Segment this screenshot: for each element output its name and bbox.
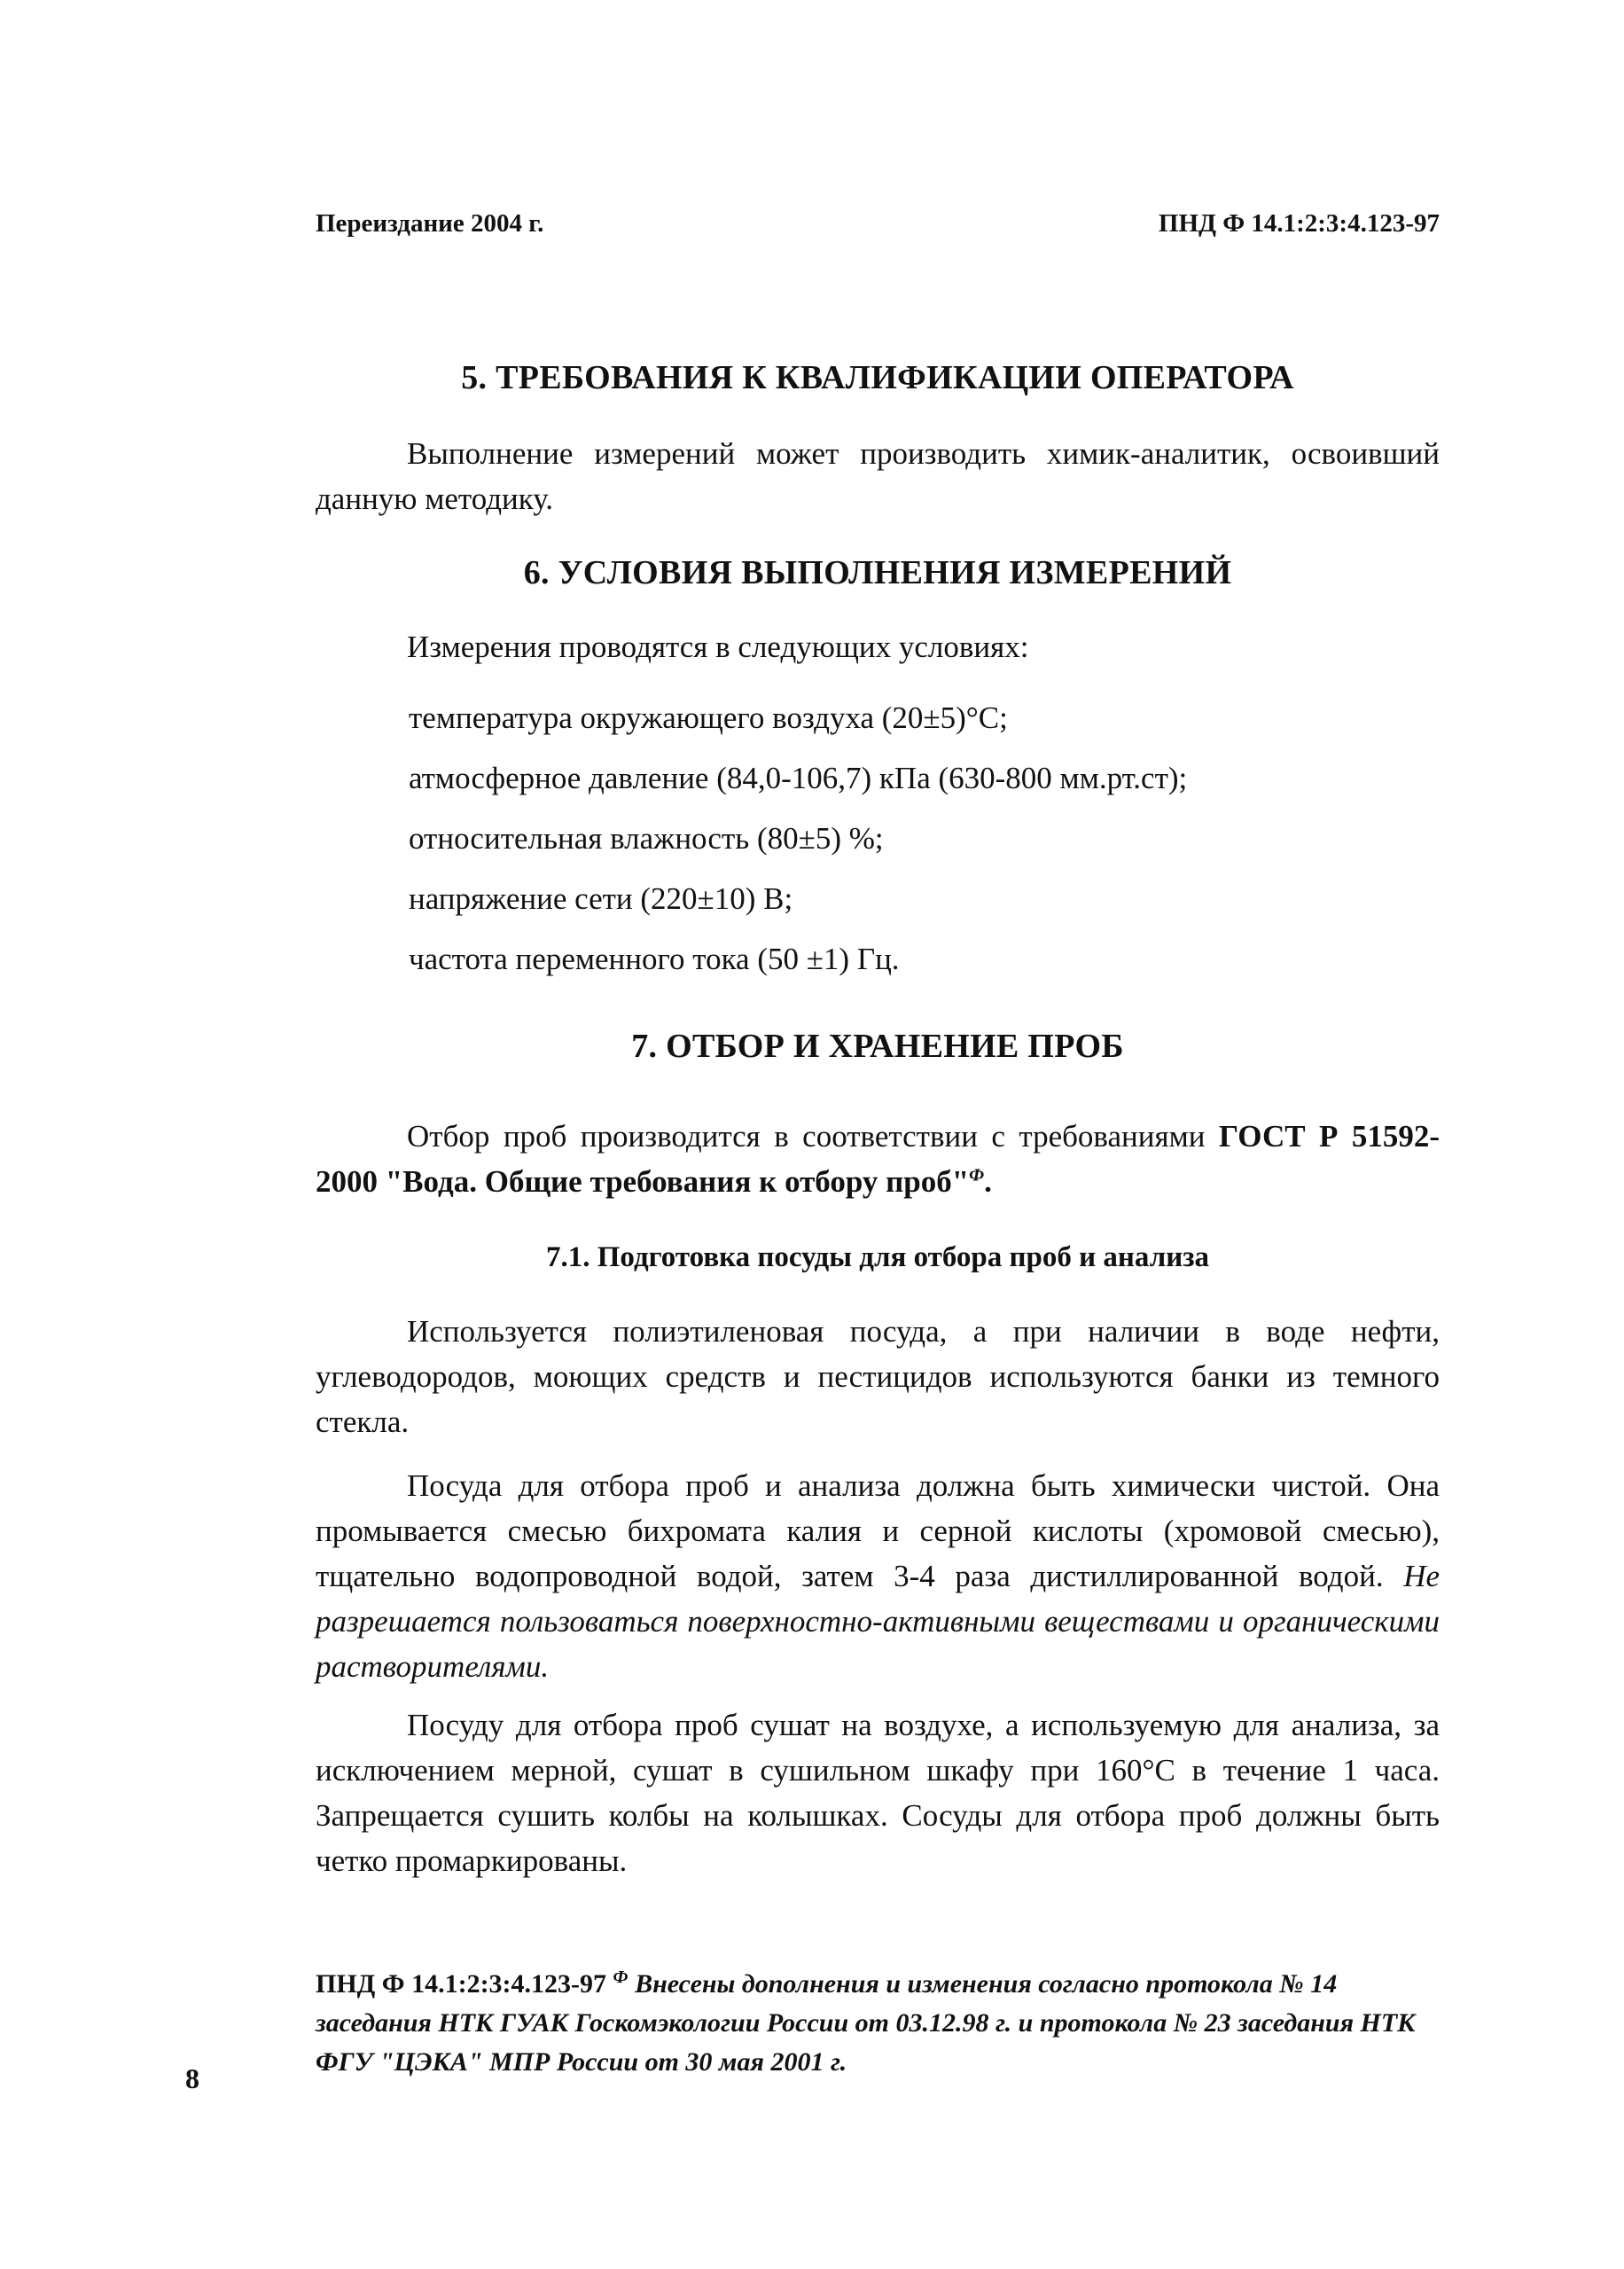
surfactant-warning: Не разрешается пользоваться поверхностно-активными веществами и органическими растворителями. <box>316 1559 1440 1684</box>
section-7-text <box>316 1114 1440 1204</box>
amendment-footnote <box>316 1965 1440 2082</box>
footnote-document-code: ПНД Ф 14.1:2:3:4.123-97 <box>316 1969 607 1999</box>
amendment-mark: Ф <box>969 1165 985 1185</box>
condition-frequency: частота переменного тока (50 ±1) Гц. <box>409 942 900 976</box>
page-header <box>316 209 1440 245</box>
document-code: ПНД Ф 14.1:2:3:4.123-97 <box>1158 209 1440 238</box>
reissue-note: Переиздание 2004 г. <box>316 209 544 238</box>
section-7-1-heading: 7.1. Подготовка посуды для отбора проб и анализа <box>545 1241 1209 1273</box>
section-7-1-paragraph-1: Используется полиэтиленовая посуда, а при наличии в воде нефти, углеводородов, моющих средств и пестицидов используются банки из темного стекла. <box>316 1314 1440 1439</box>
gost-reference: ГОСТ Р 51592-2000 "Вода. Общие требования к отбору проб" <box>316 1119 1440 1199</box>
section-7-text-end: . <box>984 1164 992 1199</box>
footnote-text: Внесены дополнения и изменения согласно протокола № 14 заседания НТК ГУАК Госкомэкологии России от 03.12.98 г. и протокола № 23 заседания НТК ФГУ "ЦЭКА" МПР России от 30 мая 2001 г. <box>316 1969 1416 2077</box>
condition-humidity: относительная влажность (80±5) %; <box>409 821 884 856</box>
condition-voltage: напряжение сети (220±10) В; <box>409 881 793 916</box>
washing-procedure-text: Посуда для отбора проб и анализа должна быть химически чистой. Она промывается смесью бихромата калия и серной кислоты (хромовой смесью), тщательно водопроводной водой, затем 3-4 раза дистиллированной водой. <box>316 1468 1440 1593</box>
section-7-1-paragraph-2 <box>316 1463 1440 1689</box>
section-7-heading: 7. ОТБОР И ХРАНЕНИЕ ПРОБ <box>631 1028 1124 1065</box>
page-number: 8 <box>185 2062 199 2094</box>
condition-pressure: атмосферное давление (84,0-106,7) кПа (630-800 мм.рт.ст); <box>409 761 1188 795</box>
section-6-intro: Измерения проводятся в следующих условиях: <box>407 630 1029 664</box>
condition-temperature: температура окружающего воздуха (20±5)°С; <box>409 700 1008 735</box>
section-5-text: Выполнение измерений может производить химик-аналитик, освоивший данную методику. <box>316 436 1440 516</box>
section-6-heading: 6. УСЛОВИЯ ВЫПОЛНЕНИЯ ИЗМЕРЕНИЙ <box>523 554 1232 591</box>
footnote-mark: Ф <box>613 1968 629 1987</box>
section-5-heading: 5. ТРЕБОВАНИЯ К КВАЛИФИКАЦИИ ОПЕРАТОРА <box>461 359 1294 396</box>
section-7-1-paragraph-3: Посуду для отбора проб сушат на воздухе, а используемую для анализа, за исключением мерной, сушат в сушильном шкафу при 160°С в течение 1 часа. Запрещается сушить колбы на колышках. Сосуды для отбора проб должны быть четко промаркированы. <box>316 1708 1440 1878</box>
section-7-text-start: Отбор проб производится в соответствии с требованиями <box>407 1119 1219 1154</box>
